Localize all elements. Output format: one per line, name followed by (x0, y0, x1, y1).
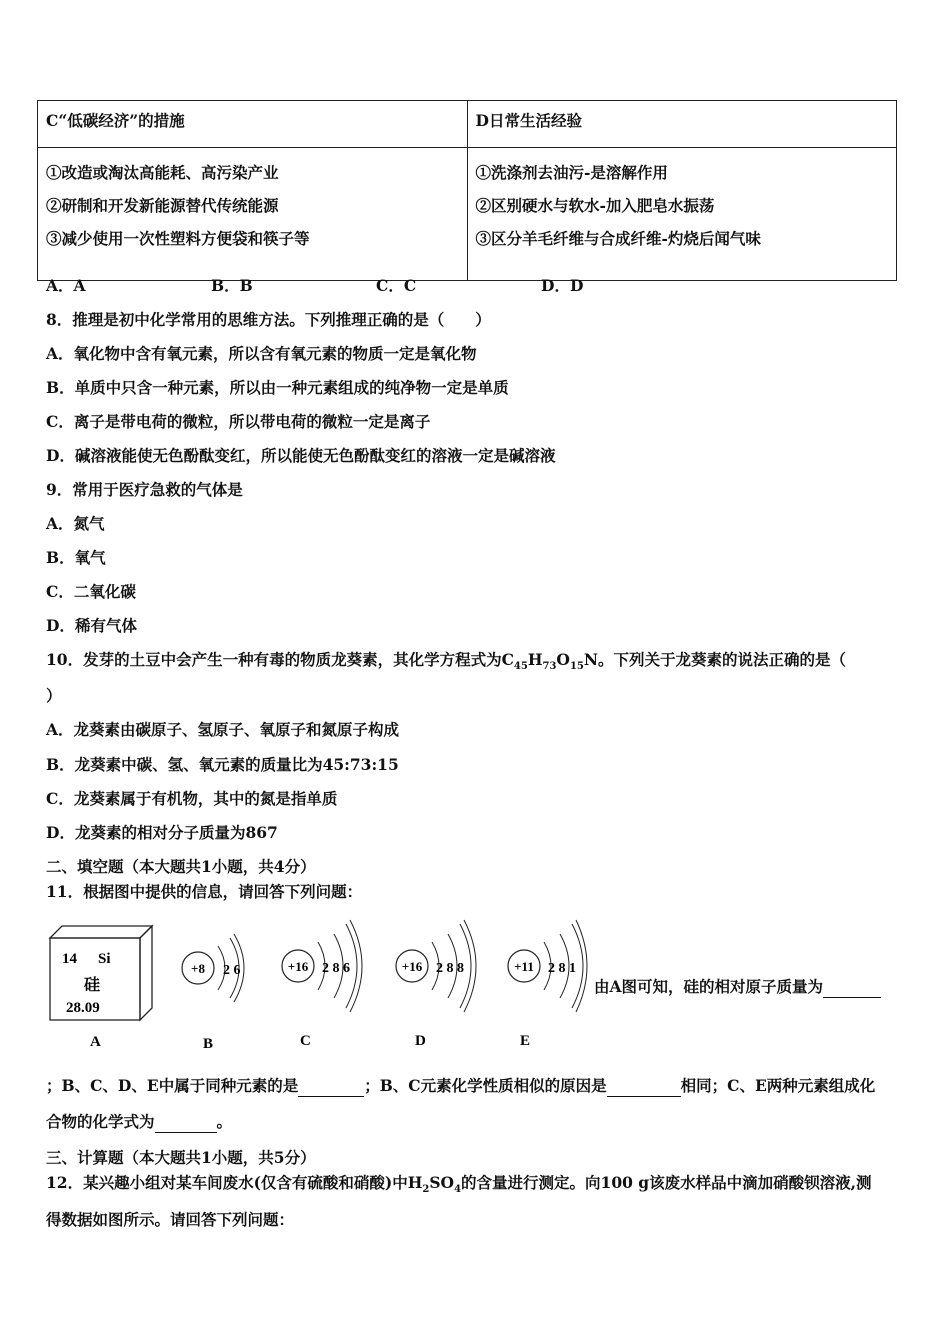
formula-c: C (501, 650, 514, 669)
blank-same-element[interactable] (298, 1076, 364, 1097)
d-item: ③区分羊毛纤维与合成纤维-灼烧后闻气味 (475, 229, 761, 248)
q8-option-c[interactable]: C．离子是带电荷的微粒，所以带电荷的微粒一定是离子 (46, 412, 431, 431)
q12-stem (46, 1173, 872, 1200)
formula-n: N (583, 650, 599, 669)
table-cell-d (467, 148, 897, 281)
atom-e-label: E (520, 1033, 531, 1049)
choice-b[interactable]: B．B (211, 276, 253, 295)
q12-pre: 12．某兴趣小组对某车间废水(仅含有硫酸和硝酸)中H (46, 1173, 423, 1192)
blank-reason[interactable] (607, 1076, 681, 1097)
formula (501, 650, 599, 673)
table-header-d: D日常生活经验 (467, 101, 897, 148)
q11-line2-b: ；B、C元素化学性质相似的原因是 (364, 1076, 607, 1095)
c-item: ②研制和开发新能源替代传统能源 (46, 196, 279, 215)
element-card (50, 926, 152, 1020)
blank-formula[interactable] (155, 1112, 217, 1133)
atom-d-nucleus: +16 (401, 959, 423, 974)
q12-sub4: 4 (454, 1184, 462, 1196)
choice-a[interactable]: A．A (46, 276, 86, 295)
atom-b-nucleus: +8 (191, 961, 205, 976)
atom-d-label: D (415, 1033, 426, 1049)
q11-line2-c: 相同；C、E两种元素组成化 (680, 1076, 876, 1095)
formula-o-count: 15 (569, 661, 584, 673)
atom-b-shells: 2 6 (223, 963, 241, 978)
q10-stem-close: ） (46, 686, 62, 705)
table-header-c: C“低碳经济”的措施 (38, 101, 468, 148)
choice-c[interactable]: C．C (376, 276, 417, 295)
q10-option-d[interactable]: D．龙葵素的相对分子质量为867 (46, 823, 278, 842)
q10-option-b[interactable]: B．龙葵素中碳、氢、氧元素的质量比为45:73:15 (46, 755, 399, 774)
atom-b (182, 934, 244, 1052)
q8-option-b[interactable]: B．单质中只含一种元素，所以由一种元素组成的纯净物一定是单质 (46, 378, 509, 397)
q11-line2 (46, 1076, 875, 1097)
q12-post: 的含量进行测定。向100 g该废水样品中滴加硝酸钡溶液,测 (461, 1173, 872, 1192)
q11-line3 (46, 1112, 232, 1133)
c-item: ③减少使用一次性塑料方便袋和筷子等 (46, 229, 310, 248)
q9-stem: 9．常用于医疗急救的气体是 (46, 480, 243, 499)
atom-e-shells: 2 8 1 (548, 961, 576, 976)
q9-option-d[interactable]: D．稀有气体 (46, 616, 137, 635)
blank-mass[interactable] (823, 977, 881, 998)
atom-c (282, 920, 362, 1049)
q10-stem-post: 。下列关于龙葵素的说法正确的是（ (598, 650, 847, 669)
atom-d-shells: 2 8 8 (436, 961, 464, 976)
q10-option-c[interactable]: C．龙葵素属于有机物，其中的氮是指单质 (46, 789, 338, 808)
q11-right-label: 由A图可知，硅的相对原子质量为 (594, 977, 824, 996)
atom-e-nucleus: +11 (514, 959, 534, 974)
q11-right-text (594, 977, 881, 998)
q8-stem: 8．推理是初中化学常用的思维方法。下列推理正确的是（ ） (46, 310, 491, 329)
section-3-title: 三、计算题（本大题共1小题，共5分） (46, 1148, 316, 1167)
formula-o: O (556, 650, 570, 669)
formula-c-count: 45 (513, 661, 528, 673)
atom-b-label: B (203, 1036, 214, 1052)
element-number: 14 (62, 951, 77, 967)
q11-stem: 11．根据图中提供的信息，请回答下列问题： (46, 882, 363, 901)
atom-d (396, 920, 476, 1049)
atom-c-label: C (300, 1033, 311, 1049)
q12-line2: 得数据如图所示。请回答下列问题： (46, 1210, 295, 1229)
q11-line3-b: 。 (216, 1112, 233, 1131)
q10-stem-pre: 10．发芽的土豆中会产生一种有毒的物质龙葵素，其化学方程式为 (46, 650, 502, 669)
q8-option-d[interactable]: D．碱溶液能使无色酚酞变红，所以能使无色酚酞变红的溶液一定是碱溶液 (46, 446, 556, 465)
d-item: ②区别硬水与软水-加入肥皂水振荡 (475, 196, 715, 215)
section-2-title: 二、填空题（本大题共1小题，共4分） (46, 857, 316, 876)
formula-h-count: 73 (542, 661, 557, 673)
diagram-label-a: A (90, 1034, 101, 1050)
options-table (37, 100, 897, 281)
q10-stem (46, 650, 846, 677)
d-item: ①洗涤剂去油污-是溶解作用 (475, 163, 668, 182)
q9-option-b[interactable]: B．氧气 (46, 548, 106, 567)
atom-e (508, 920, 587, 1049)
q11-line2-a: ；B、C、D、E中属于同种元素的是 (46, 1076, 299, 1095)
element-name: 硅 (84, 975, 101, 994)
q9-option-a[interactable]: A．氮气 (46, 514, 105, 533)
q12-sub2: 2 (422, 1184, 430, 1196)
choice-d[interactable]: D．D (541, 276, 584, 295)
atom-diagrams (40, 908, 600, 1058)
q9-option-c[interactable]: C．二氧化碳 (46, 582, 136, 601)
q8-option-a[interactable]: A．氧化物中含有氧元素，所以含有氧元素的物质一定是氧化物 (46, 344, 477, 363)
q10-option-a[interactable]: A．龙葵素由碳原子、氢原子、氧原子和氮原子构成 (46, 720, 400, 739)
element-symbol: Si (98, 951, 111, 967)
q11-line3-a: 合物的化学式为 (46, 1112, 155, 1131)
c-item: ①改造或淘汰高能耗、高污染产业 (46, 163, 279, 182)
atom-c-nucleus: +16 (287, 959, 309, 974)
table-cell-c (38, 148, 468, 281)
formula-h: H (527, 650, 543, 669)
element-mass: 28.09 (66, 1000, 100, 1016)
q12-mid: SO (429, 1173, 455, 1192)
atom-c-shells: 2 8 6 (322, 961, 350, 976)
